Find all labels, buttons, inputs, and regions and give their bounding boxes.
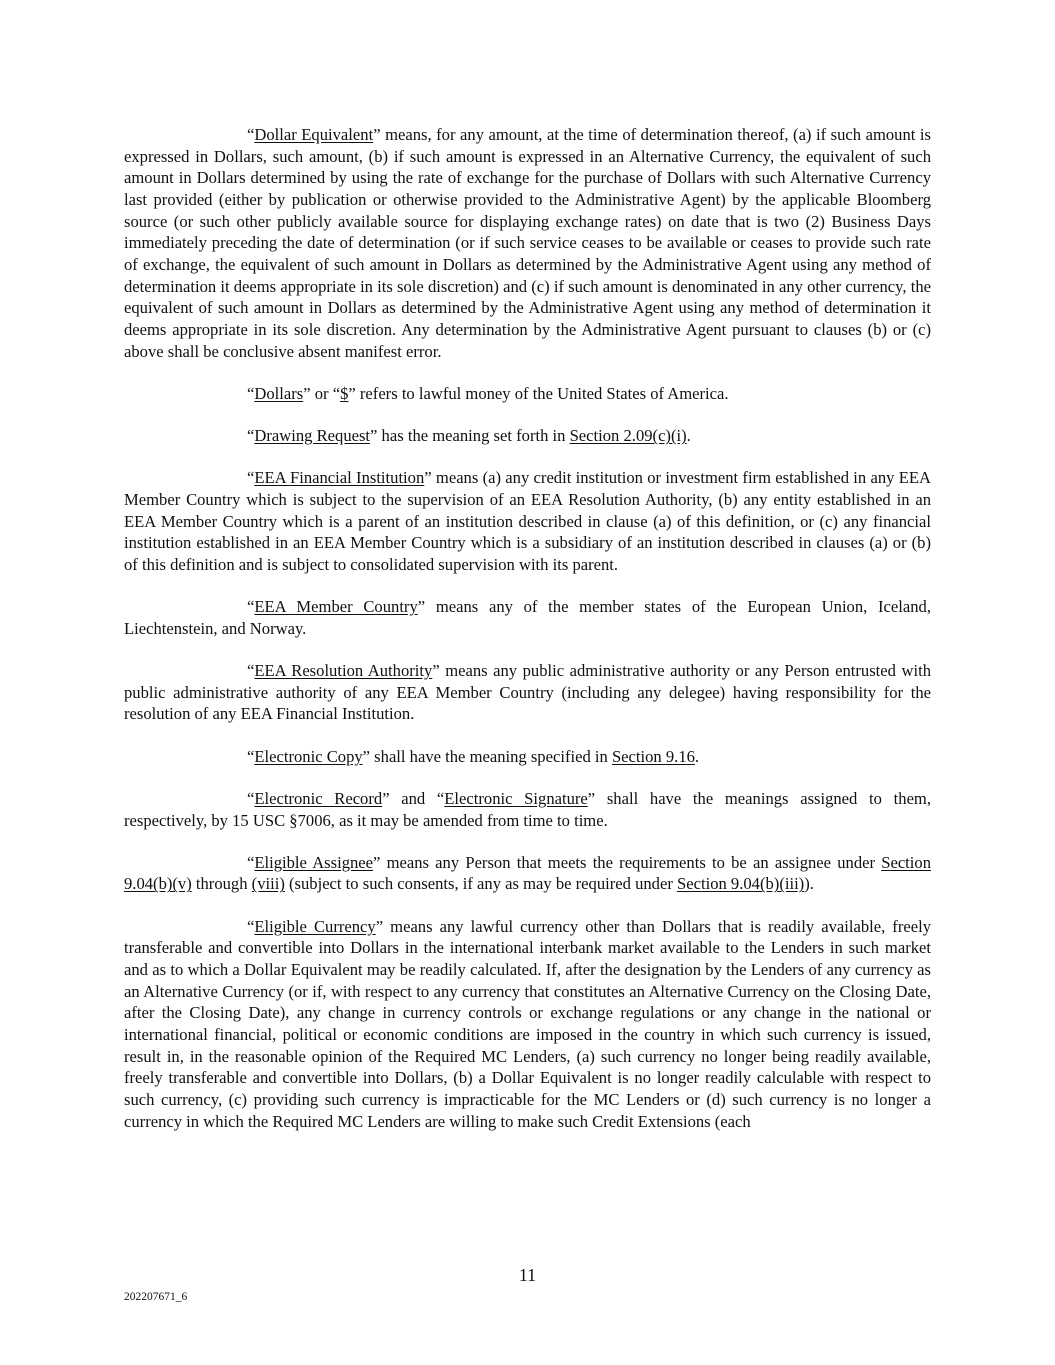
defined-term: EEA Financial Institution xyxy=(254,468,425,488)
definition-electronic-copy xyxy=(124,746,931,768)
definition-text: . xyxy=(694,746,700,766)
definition-dollars xyxy=(124,383,931,405)
definition-eea-financial-institution xyxy=(124,467,931,575)
definition-eea-resolution-authority xyxy=(124,660,931,725)
defined-term: Dollar Equivalent xyxy=(254,125,374,144)
definition-text: ” or “ xyxy=(303,383,341,403)
defined-term: Section 9.16 xyxy=(611,746,695,766)
definition-electronic-record xyxy=(124,788,931,831)
document-id: 202207671_6 xyxy=(124,1291,188,1303)
definition-text: ” means any Person that meets the requirements to be an assignee under xyxy=(373,852,882,872)
definition-text: ” means any of the member states of the European Union, Iceland, Liechtenstein, and Norway. xyxy=(124,597,931,638)
definition-text: “ xyxy=(247,916,255,936)
defined-term: Electronic Record xyxy=(254,788,383,808)
defined-term: EEA Member Country xyxy=(254,597,418,617)
definition-text: “ xyxy=(247,661,255,681)
definition-text: ). xyxy=(804,874,814,894)
definition-text: ” means any lawful currency other than Dollars that is readily available, freely transferable and convertible into Dollars in the international interbank market available to the Lenders in such market and as to which a Dollar Equivalent may be readily calculated. If, after the designation by the Lenders of any currency as an Alternative Currency (or if, with respect to any currency that constitutes an Alternative Currency on the Closing Date, after the Closing Date), any change in currency controls or exchange regulations or any change in the national or international financial, political or economic conditions are imposed in the country in which such currency is issued, result in, in the reasonable opinion of the Required MC Lenders, (a) such currency no longer being readily available, freely transferable and convertible into Dollars, (b) a Dollar Equivalent is no longer readily calculable with respect to such currency, (c) providing such currency is impracticable for the MC Lenders or (d) such currency is no longer a currency in which the Required MC Lenders are willing to make such Credit Extensions (each xyxy=(124,916,931,1131)
definition-text: through xyxy=(191,874,252,894)
defined-term: Electronic Signature xyxy=(444,788,588,808)
definition-text: ” means any public administrative authority or any Person entrusted with public administrative authority of any EEA Member Country (including any delegee) having responsibility for the resolution of any EEA Financial Institution. xyxy=(124,661,931,724)
definition-text: ” refers to lawful money of the United States of America. xyxy=(348,383,729,403)
definition-text: “ xyxy=(247,597,255,617)
definition-text: ” means, for any amount, at the time of determination thereof, (a) if such amount is expressed in Dollars, such amount, (b) if such amount is expressed in an Alternative Currency, the equivalent of such amount in Dollars determined by using the rate of exchange for the purchase of Dollars with such Alternative Currency last provided (either by publication or otherwise provided to the Administrative Agent) by the applicable Bloomberg source (or such other publicly available source for displaying exchange rates) on date that is two (2) Business Days immediately preceding the date of determination (or if such service ceases to be available or ceases to provide such rate of exchange, the equivalent of such amount in Dollars as determined by the Administrative Agent using any method of determination it deems appropriate in its sole discretion) and (c) if such amount is denominated in any other currency, the equivalent of such amount in Dollars as determined by the Administrative Agent using any method of determination it deems appropriate in its sole discretion. Any determination by the Administrative Agent pursuant to clauses (b) or (c) above shall be conclusive absent manifest error. xyxy=(124,125,931,361)
definition-text: “ xyxy=(247,383,255,403)
definition-text: “ xyxy=(247,852,255,872)
definition-dollar-equivalent xyxy=(124,124,931,362)
definition-text: “ xyxy=(247,426,255,446)
definition-text: . xyxy=(686,426,691,446)
definition-text: ” means (a) any credit institution or investment firm established in any EEA Member Country which is subject to the supervision of an EEA Resolution Authority, (b) any entity established in an EEA Member Country which is a parent of an institution described in clause (a) of this definition, or (c) any financial institution established in an EEA Member Country which is a subsidiary of an institution described in clauses (a) or (b) of this definition and is subject to consolidated supervision with its parent. xyxy=(124,468,931,574)
defined-term: Eligible Assignee xyxy=(254,852,374,872)
defined-term: Section 9.04(b)(iii) xyxy=(677,874,805,894)
definition-text: “ xyxy=(247,746,255,766)
defined-term: (viii) xyxy=(251,874,285,894)
definition-text: “ xyxy=(247,125,255,144)
defined-term: Drawing Request xyxy=(254,426,371,446)
defined-term: $ xyxy=(340,383,349,403)
defined-term: Dollars xyxy=(254,383,304,403)
defined-term: EEA Resolution Authority xyxy=(254,661,433,681)
definition-text: “ xyxy=(247,788,255,808)
page-number: 11 xyxy=(518,1265,537,1285)
definition-text: ” shall have the meanings assigned to them, respectively, by 15 USC §7006, as it may be amended from time to time. xyxy=(124,788,931,830)
definition-text: ” and “ xyxy=(382,788,445,808)
definition-text: (subject to such consents, if any as may be required under xyxy=(284,874,678,894)
defined-term: Electronic Copy xyxy=(254,746,363,766)
definition-eligible-currency xyxy=(124,916,931,1133)
definition-eea-member-country xyxy=(124,596,931,639)
defined-term: Section 9.04(b)(v) xyxy=(124,852,931,894)
definition-eligible-assignee xyxy=(124,852,931,895)
definition-text: “ xyxy=(247,468,255,488)
definition-text: ” has the meaning set forth in xyxy=(370,426,570,446)
document-body xyxy=(124,124,931,1153)
definition-text: ” shall have the meaning specified in xyxy=(362,746,612,766)
definition-drawing-request xyxy=(124,425,931,447)
defined-term: Section 2.09(c)(i) xyxy=(569,426,687,446)
defined-term: Eligible Currency xyxy=(254,916,376,936)
